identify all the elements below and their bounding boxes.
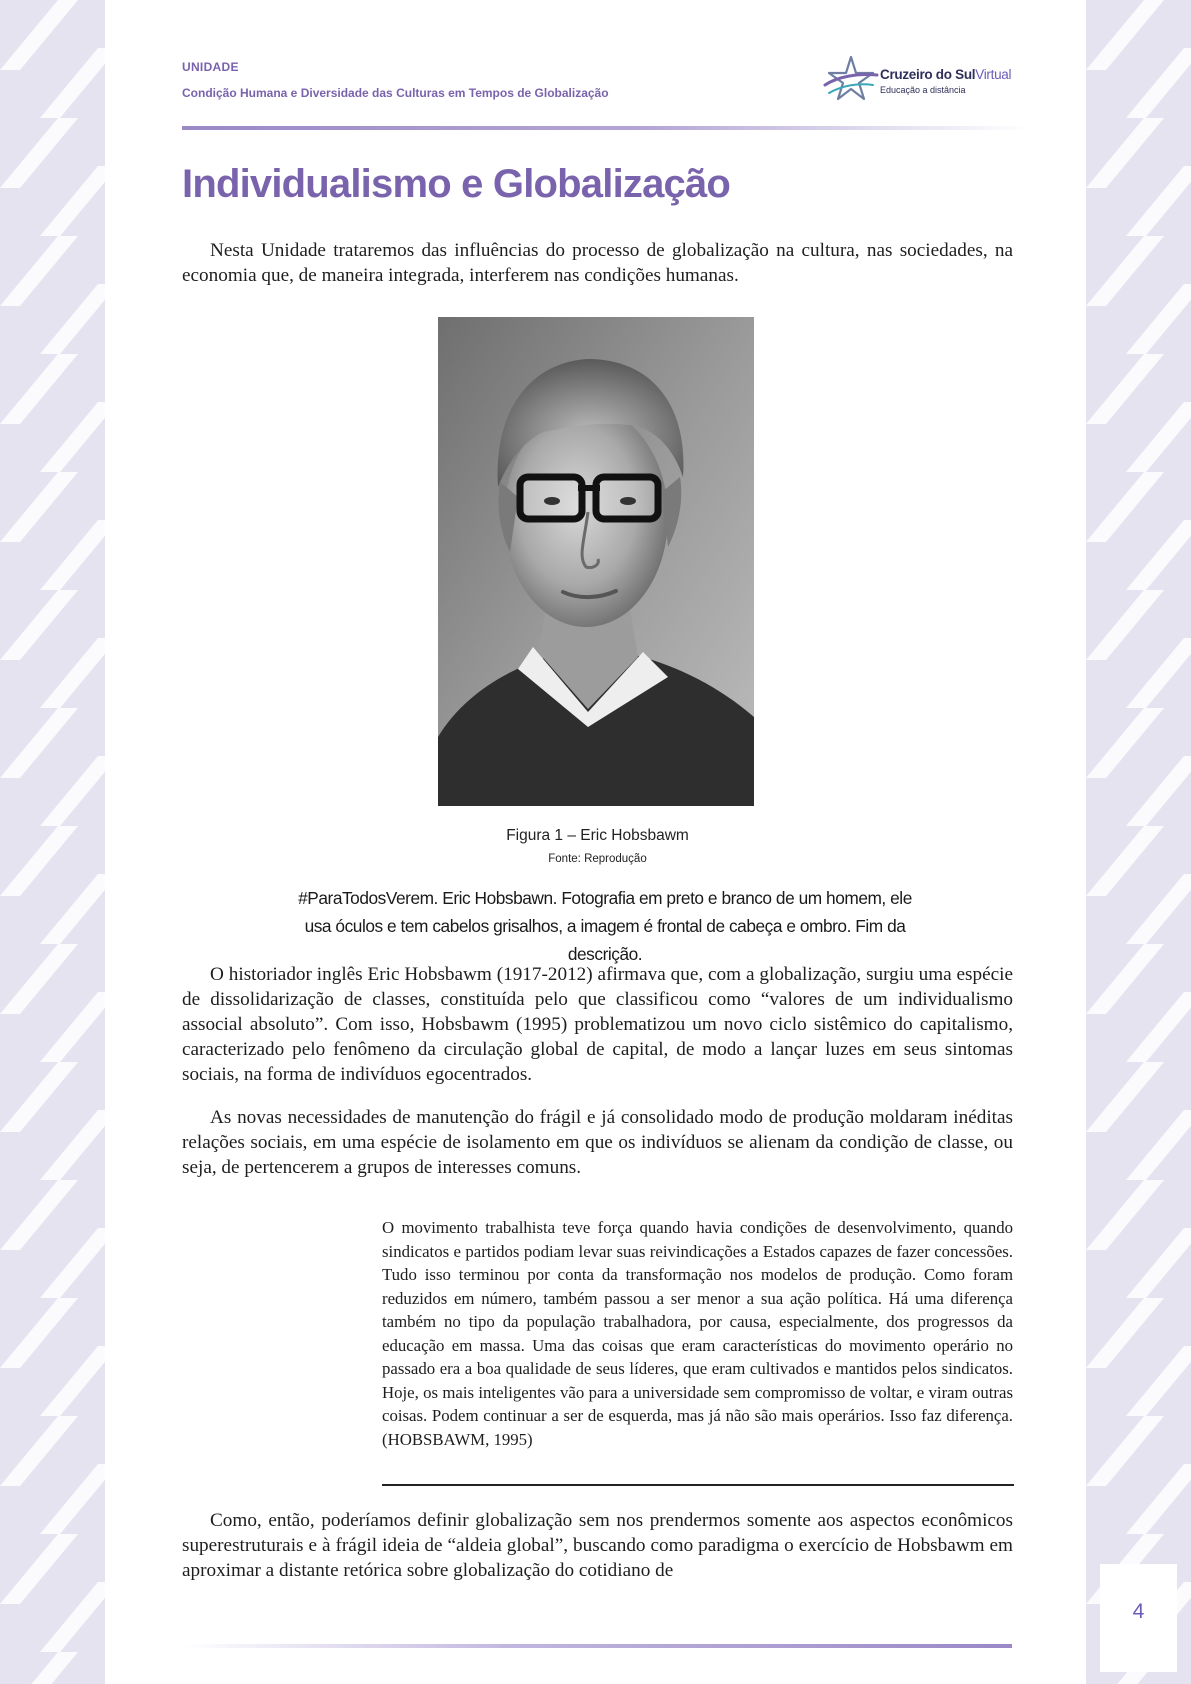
right-decorative-stripes (1086, 0, 1191, 1684)
figure-source: Fonte: Reprodução (548, 853, 647, 865)
star-swoosh-icon (823, 55, 879, 103)
document-page (105, 0, 1086, 1684)
body-paragraph-1: O historiador inglês Eric Hobsbawm (1917-2012) afirmava que, com a globalização, surgiu uma espécie de dissolidarização de classes, constituída pelo que classificou como “valores de um individualismo associal absoluto”. Com isso, Hobsbawm (1995) problematizou um novo ciclo sistêmico do capitalismo, caracterizado pelo fenômeno da circulação global de capital, de modo a lançar luzes em seus sintomas sociais, na forma de indivíduos egocentrados. (182, 964, 1013, 1085)
header-unit-title: Condição Humana e Diversidade das Culturas em Tempos de Globalização (182, 86, 609, 100)
hobsbawm-photo (438, 317, 754, 806)
image-description: #ParaTodosVerem. Eric Hobsbawn. Fotografia em preto e branco de um homem, ele usa óculos e tem cabelos grisalhos, a imagem é frontal de cabeça e ombro. Fim da descrição. (298, 888, 912, 964)
footer-divider (182, 1644, 1012, 1648)
block-quote: O movimento trabalhista teve força quando havia condições de desenvolvimento, quando sindicatos e partidos podiam levar suas reivindicações a Estados capazes de fazer concessões. Tudo isso terminou por conta da transformação nos modelos de produção. Como foram reduzidos em número, também passou a ser menor a sua ação política. Há uma diferença também no tipo da população trabalhadora, por causa, especialmente, dos progressos da educação em massa. Uma das coisas que eram características do movimento operário no passado era a boa qualidade de seus líderes, que eram cultivados e mantidos pelos sindicatos. Hoje, os mais inteligentes vão para a universidade sem compromisso de voltar, e viram outras coisas. Podem continuar a ser de esquerda, mas já não são mais operários. Isso faz diferença. (HOBSBAWM, 1995) (382, 1218, 1013, 1449)
header-unit-label: UNIDADE (182, 60, 239, 74)
intro-paragraph: Nesta Unidade trataremos das influências do processo de globalização na cultura, nas sociedades, na economia que, de maneira integrada, interferem nas condições humanas. (182, 240, 1013, 286)
logo-name-accent: Virtual (975, 67, 1012, 82)
figure-caption: Figura 1 – Eric Hobsbawm (506, 827, 689, 844)
closing-paragraph: Como, então, poderíamos definir globalização sem nos prendermos somente aos aspectos econômicos superestruturais e à frágil ideia de “aldeia global”, buscando como paradigma o exercício de Hobsbawm em aproximar a distante retórica sobre globalização do cotidiano de (182, 1510, 1013, 1581)
logo-wordmark (880, 67, 1011, 82)
cruzeiro-do-sul-logo (823, 55, 1013, 105)
logo-tagline: Educação a distância (880, 85, 966, 95)
page-title: Individualismo e Globalização (182, 162, 731, 206)
quote-divider (382, 1484, 1014, 1486)
header-divider (182, 126, 1029, 130)
left-decorative-stripes (0, 0, 105, 1684)
logo-name: Cruzeiro do Sul (880, 67, 976, 82)
body-paragraph-2: As novas necessidades de manutenção do frágil e já consolidado modo de produção moldaram inéditas relações sociais, em uma espécie de isolamento em que os indivíduos se alienam da condição de classe, ou seja, de pertencerem a grupos de interesses comuns. (182, 1107, 1013, 1178)
page-number: 4 (1132, 1600, 1145, 1623)
